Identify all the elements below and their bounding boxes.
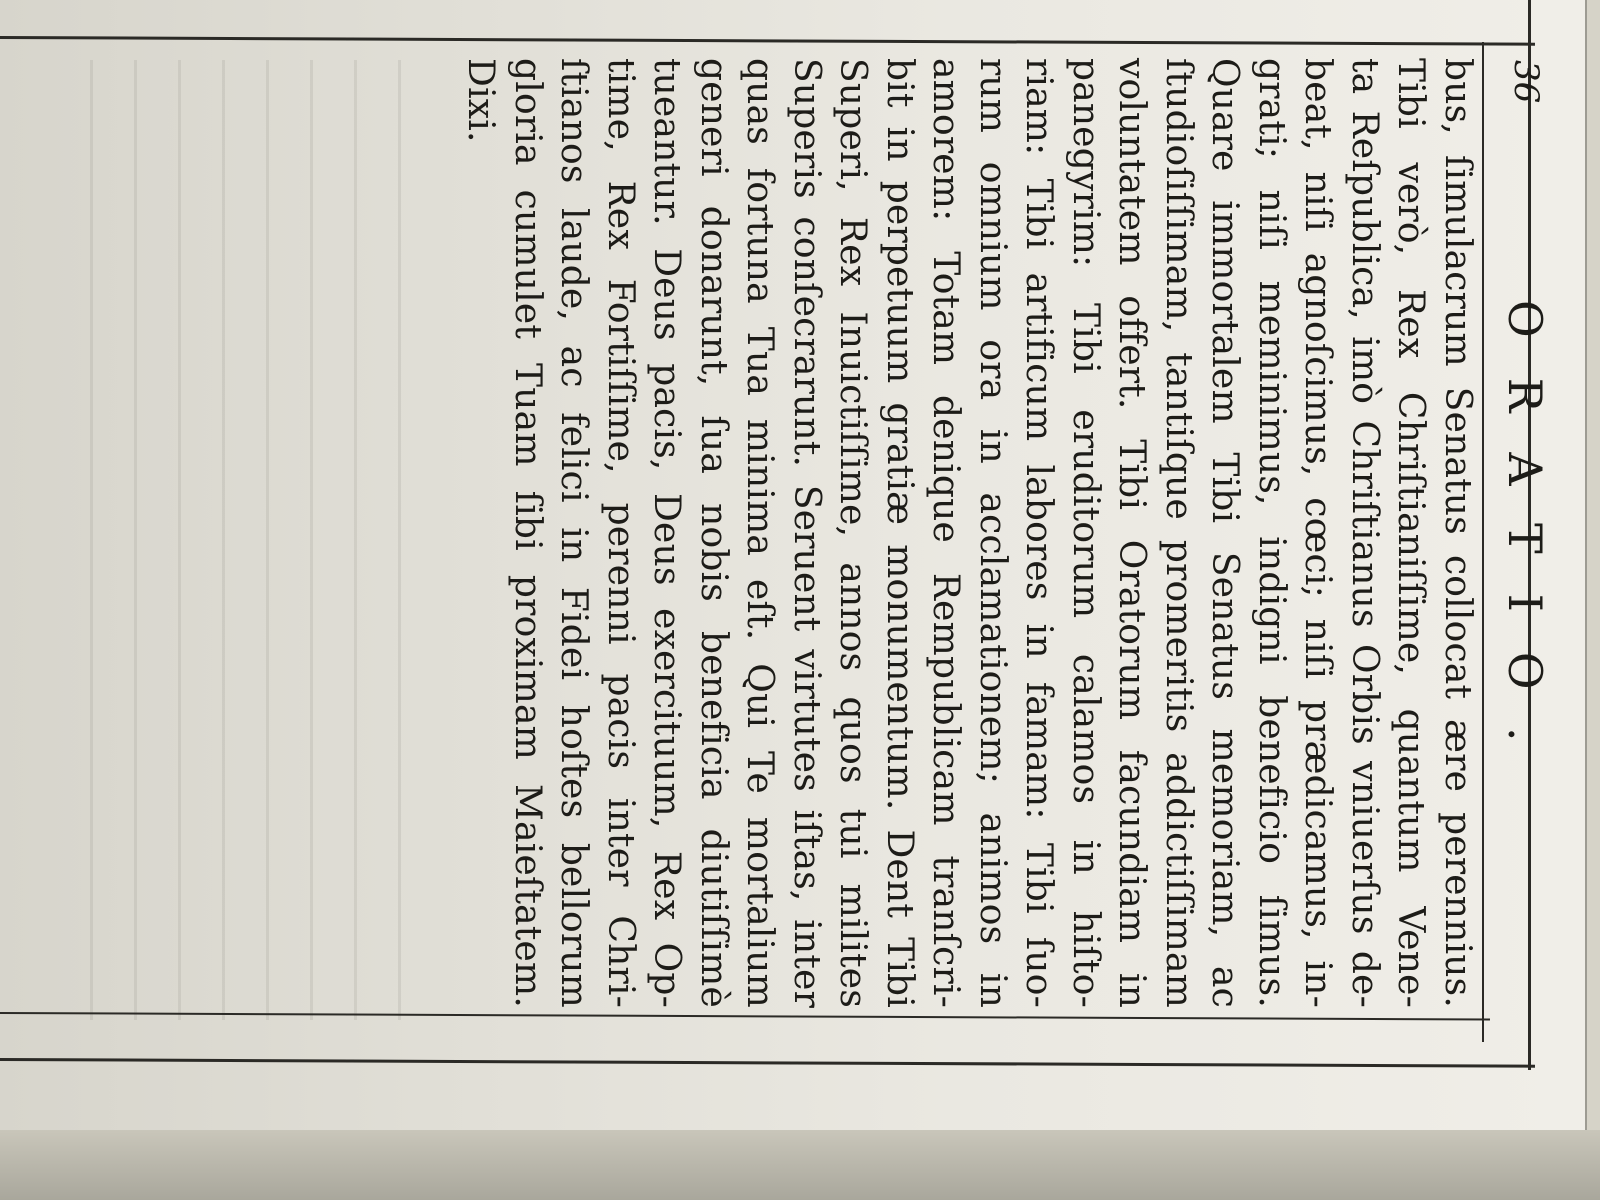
- text-line: Dixi.: [460, 58, 502, 143]
- show-through-text: [60, 60, 440, 1020]
- text-line: amorem: Totam denique Rempublicam tranſcri-: [925, 58, 967, 1008]
- page-header: [1480, 40, 1560, 1040]
- text-line: rum omnium ora in acclamationem; animos in: [972, 58, 1013, 1008]
- text-line: time, Rex Fortiſſime, perenni pacis inter Chri-: [600, 58, 641, 1008]
- text-line: gloria cumulet Tuam ſibi proximam Maieſtatem.: [507, 58, 548, 1008]
- text-line: Tibi verò, Rex Chriſtianiſſime, quantum Vene-: [1390, 58, 1432, 1008]
- text-line: bit in perpetuum gratiæ monumentum. Dent Tibi: [879, 58, 920, 1008]
- text-line: ſtudioſiſſimam, tantiſque promeritis addictiſſimam: [1158, 58, 1199, 1008]
- text-line: bus, ſimulacrum Senatus collocat ære perennius.: [1437, 58, 1478, 1008]
- text-block: [440, 40, 1480, 1015]
- text-line: Superis conſecrarunt. Seruent virtutes iſtas, inter: [786, 58, 827, 1008]
- book-edge-shadow: [0, 1130, 1600, 1200]
- text-line: quas fortuna Tua minima eſt. Qui Te mortalium: [739, 58, 781, 1008]
- text-line: panegyrim: Tibi eruditorum calamos in hiſto-: [1065, 58, 1106, 1008]
- page-number: 36: [1506, 60, 1546, 104]
- running-head: ORATIO.: [1498, 300, 1552, 782]
- text-line: riam: Tibi artificum labores in famam: Tibi ſuo-: [1018, 58, 1060, 1008]
- text-line: voluntatem offert. Tibi Oratorum facundiam in: [1111, 58, 1153, 1008]
- text-line: tueantur. Deus pacis, Deus exercituum, Rex Op-: [646, 58, 688, 1008]
- body-text: [457, 58, 1480, 1008]
- text-line: grati; niſi meminimus, indigni beneficio ſimus.: [1251, 58, 1292, 1008]
- text-line: Quare immortalem Tibi Senatus memoriam, ac: [1204, 58, 1246, 1008]
- frame-rule-bottom: [0, 1058, 1535, 1068]
- text-line: beat, niſi agnoſcimus, cœci; niſi prædicamus, in-: [1297, 58, 1339, 1008]
- text-line: ſtianos laude, ac felici in Fidei hoſtes bellorum: [553, 58, 595, 1008]
- text-line: generi donarunt, ſua nobis beneficia diutiſſimè: [693, 58, 734, 1008]
- text-line: Superi, Rex Inuictiſſime, annos quos tui milites: [832, 58, 874, 1008]
- text-line: ta Reſpublica, imò Chriſtianus Orbis vniuerſus de-: [1344, 58, 1385, 1008]
